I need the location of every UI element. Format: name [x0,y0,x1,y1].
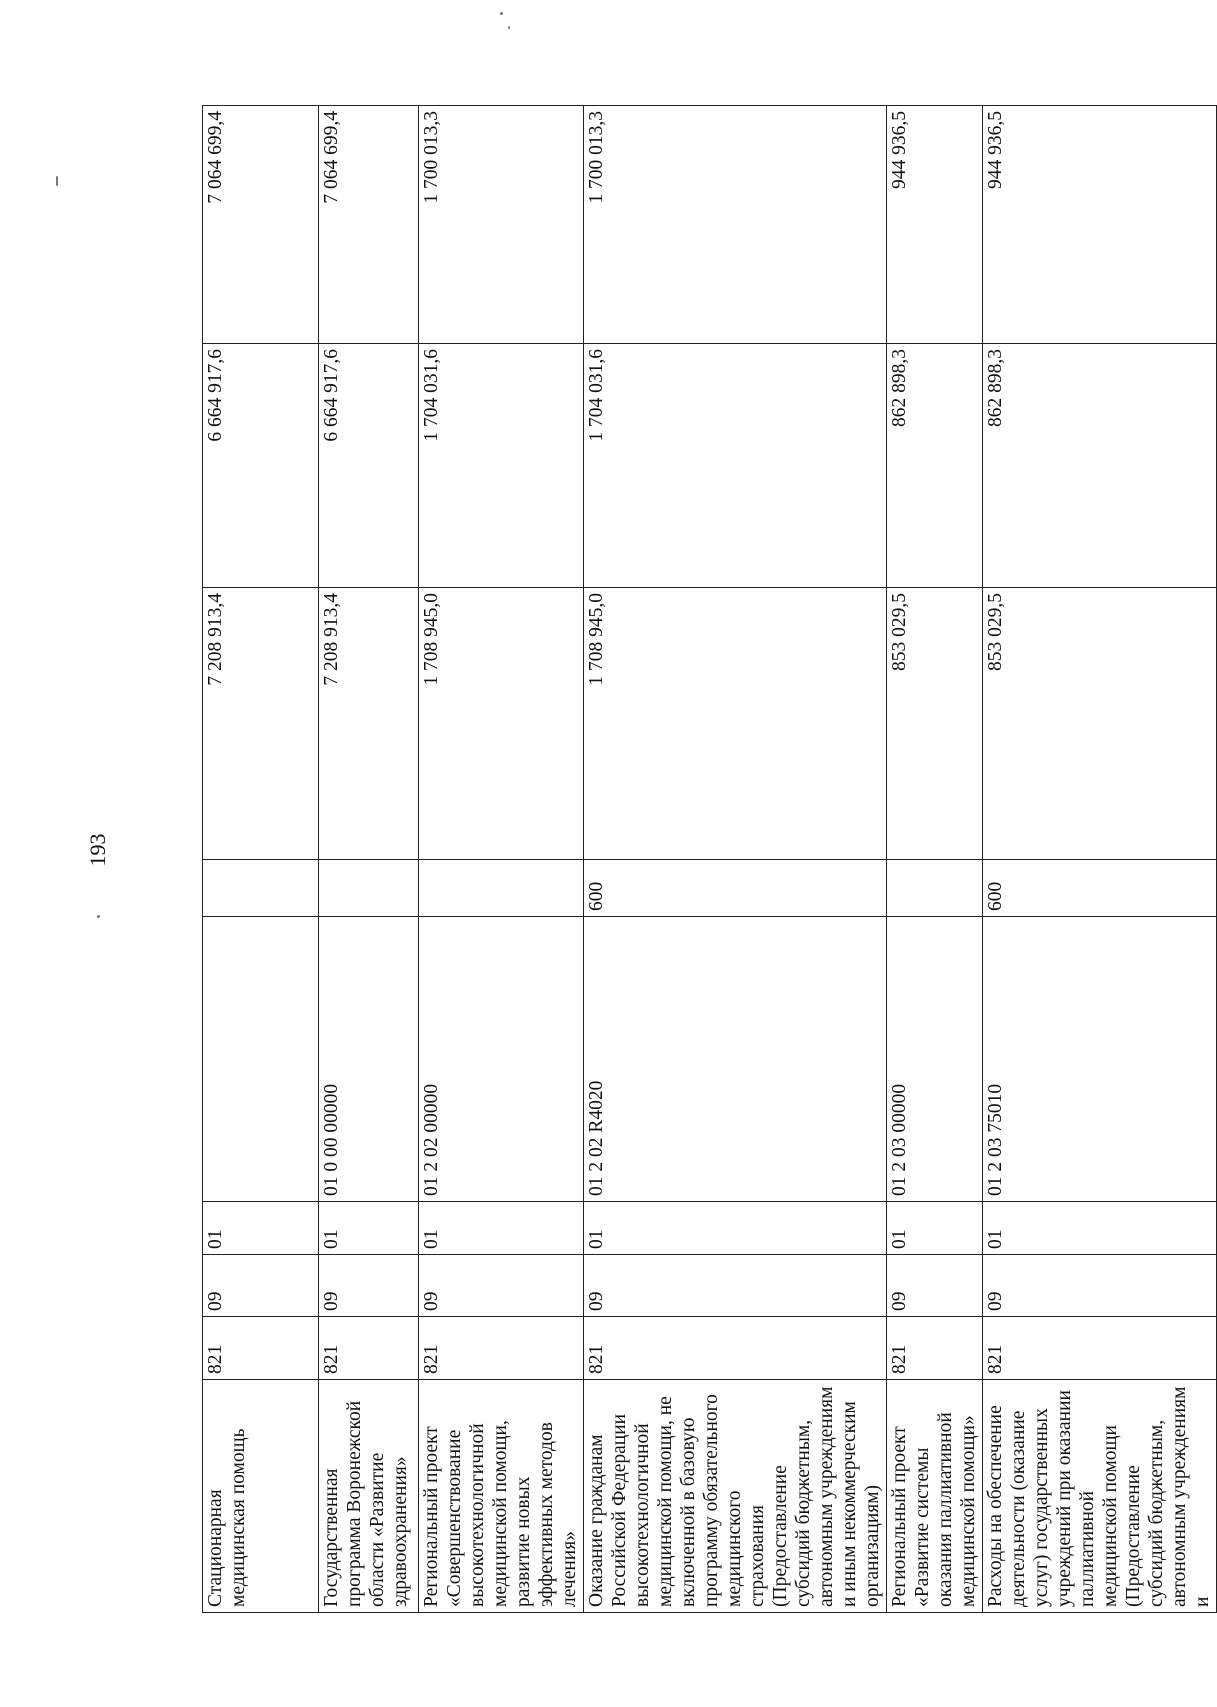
grbs-cell: 821 [584,1317,887,1380]
row-name: Оказание гражданам Российской Федерации высокотехнологичной медицинской помощи, не включенной в базовую программу обязательного медицинского страхования (Предоставление субсидий бюджетным, автономным учреждениям и иным некоммерческим организациям) [584,1380,887,1613]
table-row [203,106,319,1613]
grbs-cell: 821 [983,1317,1217,1380]
table-row [887,106,983,1613]
subsection-cell: 01 [419,1202,584,1255]
expense-type-cell [319,860,419,917]
amount-year1-cell: 1 708 945,0 [584,588,887,860]
grbs-cell: 821 [203,1317,319,1380]
table-row [319,106,419,1613]
table-row [584,106,887,1613]
subsection-cell: 01 [887,1202,983,1255]
subsection-cell: 01 [203,1202,319,1255]
section-cell: 09 [203,1255,319,1317]
section-cell: 09 [983,1255,1217,1317]
subsection-cell: 01 [983,1202,1217,1255]
amount-year2-cell: 862 898,3 [887,344,983,588]
amount-year2-cell: 6 664 917,6 [319,344,419,588]
scan-speck [500,12,503,15]
expense-type-cell [203,860,319,917]
target-article-cell: 01 0 00 00000 [319,917,419,1202]
section-cell: 09 [319,1255,419,1317]
section-cell: 09 [887,1255,983,1317]
scan-speck [97,915,100,918]
amount-year3-cell: 944 936,5 [887,106,983,344]
expense-type-cell [419,860,584,917]
target-article-cell: 01 2 02 R4020 [584,917,887,1202]
amount-year3-cell: 1 700 013,3 [584,106,887,344]
amount-year2-cell: 1 704 031,6 [584,344,887,588]
row-name: Региональный проект «Развитие системы оказания паллиативной медицинской помощи» [887,1380,983,1613]
budget-table-rotated [202,106,1213,1613]
target-article-cell: 01 2 03 00000 [887,917,983,1202]
expense-type-cell: 600 [983,860,1217,917]
amount-year3-cell: 944 936,5 [983,106,1217,344]
row-name: Региональный проект «Совершенствование высокотехнологичной медицинской помощи, развитие новых эффективных методов лечения» [419,1380,584,1613]
amount-year3-cell: 7 064 699,4 [203,106,319,344]
budget-table [202,105,1217,1613]
section-cell: 09 [419,1255,584,1317]
amount-year2-cell: 6 664 917,6 [203,344,319,588]
row-name: Расходы на обеспечение деятельности (оказание услуг) государственных учреждений при оказании паллиативной медицинской помощи (Предоставление субсидий бюджетным, автономным учреждениям и [983,1380,1217,1613]
amount-year2-cell: 1 704 031,6 [419,344,584,588]
target-article-cell: 01 2 02 00000 [419,917,584,1202]
scan-speck [508,26,510,29]
expense-type-cell: 600 [584,860,887,917]
target-article-cell [203,917,319,1202]
amount-year3-cell: 1 700 013,3 [419,106,584,344]
amount-year1-cell: 853 029,5 [887,588,983,860]
table-row [419,106,584,1613]
scan-speck [56,176,58,186]
expense-type-cell [887,860,983,917]
grbs-cell: 821 [419,1317,584,1380]
subsection-cell: 01 [584,1202,887,1255]
subsection-cell: 01 [319,1202,419,1255]
amount-year1-cell: 1 708 945,0 [419,588,584,860]
amount-year1-cell: 853 029,5 [983,588,1217,860]
amount-year3-cell: 7 064 699,4 [319,106,419,344]
row-name: Государственная программа Воронежской области «Развитие здравоохранения» [319,1380,419,1613]
row-name: Стационарная медицинская помощь [203,1380,319,1613]
target-article-cell: 01 2 03 75010 [983,917,1217,1202]
page-number: 193 [85,833,110,867]
grbs-cell: 821 [887,1317,983,1380]
amount-year1-cell: 7 208 913,4 [203,588,319,860]
grbs-cell: 821 [319,1317,419,1380]
amount-year1-cell: 7 208 913,4 [319,588,419,860]
table-row [983,106,1217,1613]
amount-year2-cell: 862 898,3 [983,344,1217,588]
section-cell: 09 [584,1255,887,1317]
